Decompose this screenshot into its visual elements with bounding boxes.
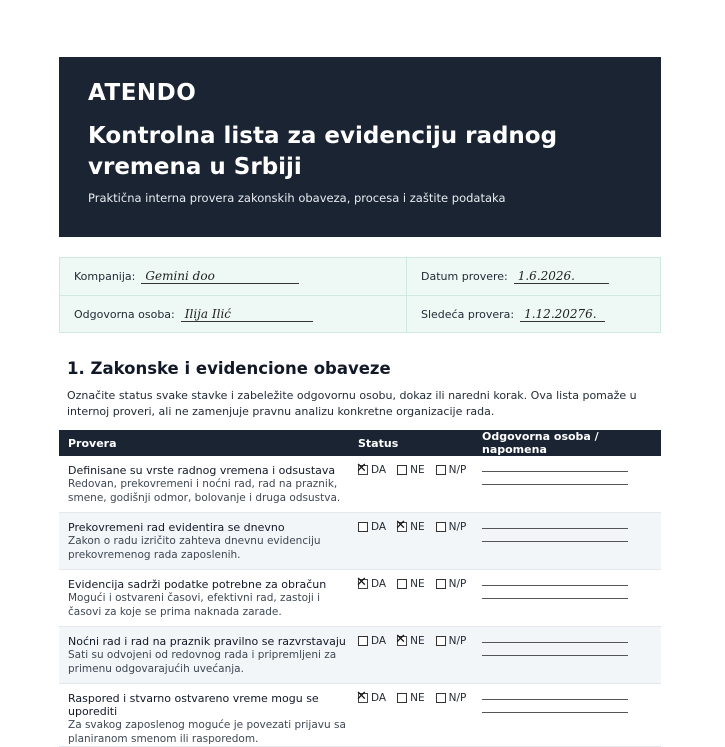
checkbox[interactable] [397, 465, 407, 475]
checkbox[interactable] [395, 518, 407, 533]
status-option-label: N/P [448, 578, 467, 590]
check-item-cell [59, 456, 349, 513]
person-value[interactable]: Ilija Ilić [181, 307, 313, 322]
status-option-ne[interactable] [395, 632, 425, 647]
checkbox[interactable] [436, 579, 446, 589]
table-row [59, 513, 661, 570]
check-item-title: Evidencija sadrži podatke potrebne za obračun [68, 578, 327, 591]
table-header-row [59, 430, 661, 456]
checkbox[interactable] [436, 522, 446, 532]
meta-info-box [59, 257, 661, 333]
notes-cell [473, 456, 661, 513]
status-option-label: NE [410, 578, 425, 590]
status-cell [349, 570, 473, 627]
note-line[interactable] [482, 699, 628, 700]
notes-cell [473, 513, 661, 570]
status-option-label: DA [371, 464, 387, 476]
notes-cell [473, 627, 661, 684]
check-item-cell [59, 684, 349, 747]
check-item-description: Mogući i ostvareni časovi, efektivni rad, zastoji i časovi za koje se prima naknada zarade. [68, 592, 321, 618]
note-line[interactable] [482, 655, 628, 656]
status-option-label: NE [410, 464, 425, 476]
table-row [59, 627, 661, 684]
status-options [356, 689, 473, 704]
status-option-label: N/P [448, 692, 467, 704]
x-mark-icon: ✕ [395, 518, 406, 533]
status-option-label: NE [410, 635, 425, 647]
page-subtitle: Praktična interna provera zakonskih obaveza, procesa i zaštite podataka [88, 191, 506, 205]
status-option-da[interactable] [356, 575, 387, 590]
section-intro: Označite status svake stavke i zabeležite odgovornu osobu, dokaz ili naredni korak. Ova lista pomaže u internoj proveri, ali ne zamenjuje pravnu analizu konkretne organizacije rada. [67, 389, 637, 418]
status-option-ne[interactable] [397, 464, 425, 476]
check-item-title: Raspored i stvarno ostvareno vreme mogu se uporediti [68, 692, 319, 718]
person-field [60, 295, 406, 332]
checkbox[interactable] [358, 636, 368, 646]
status-option-label: NE [410, 692, 425, 704]
date-field [406, 258, 660, 295]
note-line[interactable] [482, 598, 628, 599]
status-option-label: N/P [448, 464, 467, 476]
date-value[interactable]: 1.6.2026. [514, 269, 609, 284]
x-mark-icon: ✕ [356, 461, 367, 476]
checkbox[interactable] [436, 693, 446, 703]
column-header-check: Provera [59, 430, 349, 456]
status-option-ne[interactable] [397, 692, 425, 704]
column-header-notes: Odgovorna osoba / napomena [473, 430, 661, 456]
status-option-ne[interactable] [397, 578, 425, 590]
status-option-label: DA [371, 578, 387, 590]
checklist-page [59, 57, 661, 747]
check-item-description: Zakon o radu izričito zahteva dnevnu evidenciju prekovremenog rada zaposlenih. [68, 535, 321, 561]
page-title: Kontrolna lista za evidenciju radnog vremena u Srbiji [88, 123, 558, 180]
company-field [60, 258, 406, 295]
status-options [356, 461, 473, 476]
note-line[interactable] [482, 471, 628, 472]
person-label: Odgovorna osoba: [74, 307, 175, 321]
status-option-np[interactable] [436, 692, 467, 704]
status-options [358, 518, 473, 533]
status-option-da[interactable] [358, 635, 386, 647]
note-line[interactable] [482, 585, 628, 586]
note-line[interactable] [482, 642, 628, 643]
status-cell [349, 513, 473, 570]
status-option-label: DA [371, 635, 387, 647]
check-item-description: Za svakog zaposlenog moguće je povezati prijavu sa planiranom smenom ili rasporedom. [68, 719, 346, 745]
status-option-np[interactable] [436, 635, 467, 647]
x-mark-icon: ✕ [356, 575, 367, 590]
check-item-title: Definisane su vrste radnog vremena i odsustava [68, 464, 336, 477]
company-value[interactable]: Gemini doo [141, 269, 299, 284]
status-option-da[interactable] [356, 689, 387, 704]
check-item-title: Noćni rad i rad na praznik pravilno se razvrstavaju [68, 635, 346, 648]
table-row [59, 570, 661, 627]
checkbox[interactable] [356, 575, 368, 590]
checkbox[interactable] [436, 465, 446, 475]
checklist-table [59, 430, 661, 747]
status-option-np[interactable] [436, 521, 467, 533]
status-cell [349, 456, 473, 513]
status-option-da[interactable] [356, 461, 387, 476]
section-title: 1. Zakonske i evidencione obaveze [67, 359, 391, 378]
note-line[interactable] [482, 541, 628, 542]
check-item-cell [59, 627, 349, 684]
status-option-label: N/P [448, 635, 467, 647]
status-option-np[interactable] [436, 578, 467, 590]
status-options [358, 632, 473, 647]
check-item-description: Redovan, prekovremeni i noćni rad, rad na praznik, smene, godišnji odmor, bolovanje i druga odsustva. [68, 478, 341, 504]
status-cell [349, 627, 473, 684]
check-item-cell [59, 513, 349, 570]
next-review-label: Sledeća provera: [421, 307, 515, 321]
status-option-ne[interactable] [395, 518, 425, 533]
header-banner [59, 57, 661, 237]
note-line[interactable] [482, 712, 628, 713]
next-review-value[interactable]: 1.12.20276. [520, 307, 605, 322]
status-option-np[interactable] [436, 464, 467, 476]
notes-cell [473, 570, 661, 627]
checkbox[interactable] [436, 636, 446, 646]
table-row [59, 684, 661, 747]
status-option-label: DA [371, 692, 387, 704]
check-item-cell [59, 570, 349, 627]
checkbox[interactable] [356, 461, 368, 476]
note-line[interactable] [482, 484, 628, 485]
table-row [59, 456, 661, 513]
company-label: Kompanija: [74, 270, 136, 283]
status-option-label: DA [371, 521, 387, 533]
notes-cell [473, 684, 661, 747]
date-label: Datum provere: [421, 270, 508, 283]
checkbox[interactable] [395, 632, 407, 647]
checkbox[interactable] [397, 579, 407, 589]
column-header-status: Status [349, 430, 473, 456]
checkbox[interactable] [356, 689, 368, 704]
check-item-title: Prekovremeni rad evidentira se dnevno [68, 521, 285, 534]
x-mark-icon: ✕ [356, 689, 367, 704]
checkbox[interactable] [397, 693, 407, 703]
status-cell [349, 684, 473, 747]
checkbox[interactable] [358, 522, 368, 532]
note-line[interactable] [482, 528, 628, 529]
check-item-description: Sati su odvojeni od redovnog rada i pripremljeni za primenu odgovarajućih uvećanja. [68, 649, 337, 675]
brand-logo-text: ATENDO [88, 80, 197, 106]
status-option-label: NE [410, 521, 425, 533]
status-options [356, 575, 473, 590]
next-review-field [406, 295, 660, 332]
x-mark-icon: ✕ [395, 632, 406, 647]
status-option-label: N/P [448, 521, 467, 533]
status-option-da[interactable] [358, 521, 386, 533]
